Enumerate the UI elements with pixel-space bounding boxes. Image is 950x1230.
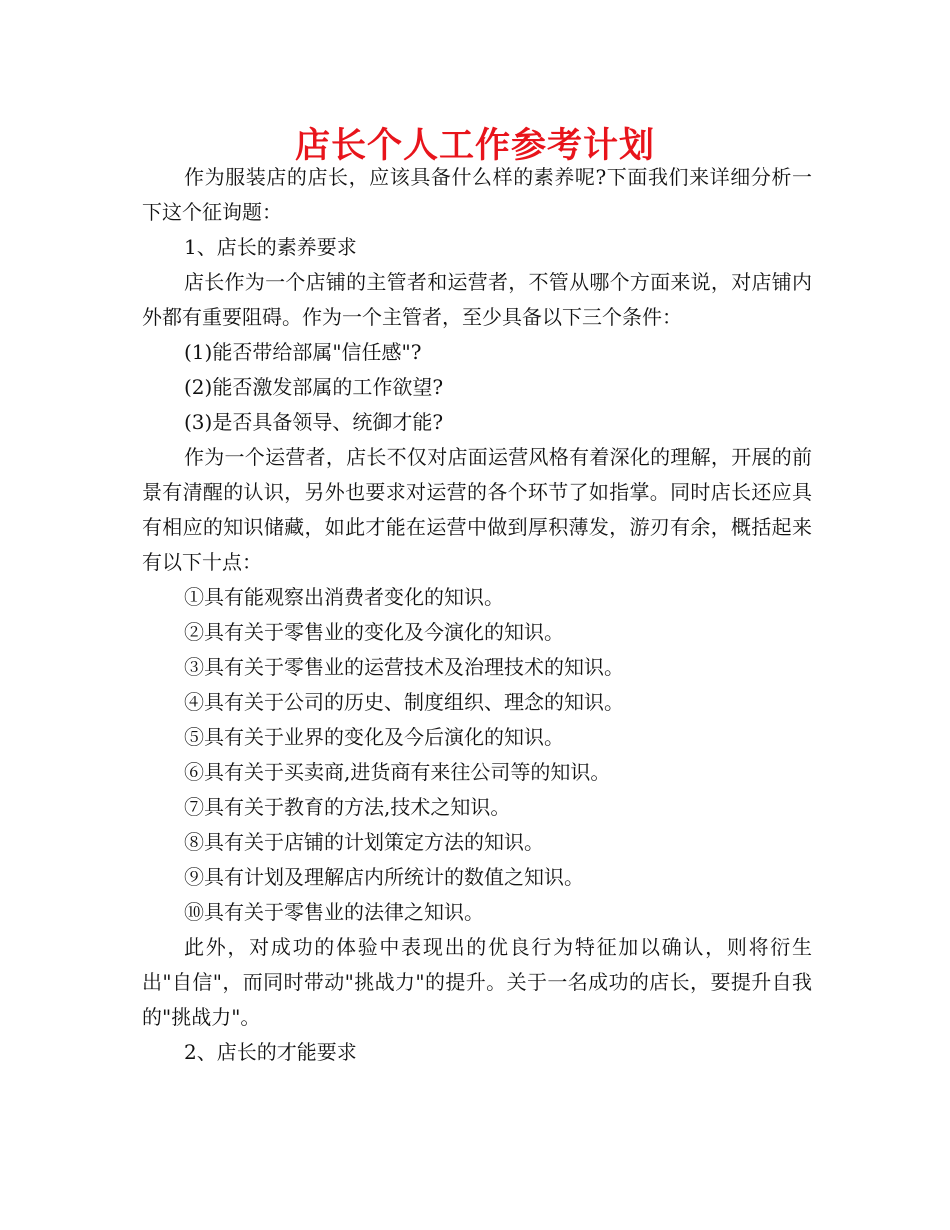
- condition-item-2: (2)能否激发部属的工作欲望?: [184, 375, 444, 399]
- knowledge-item-7: ⑦具有关于教育的方法,技术之知识。: [184, 795, 511, 819]
- knowledge-item-5: ⑤具有关于业界的变化及今后演化的知识。: [184, 725, 564, 749]
- paragraph-operator-role: 作为一个运营者，店长不仅对店面运营风格有着深化的理解，开展的前景有清醒的认识，另外也要求对运营的各个环节了如指掌。同时店长还应具有相应的知识储藏，如此才能在运营中做到厚积薄发，游刃有余，概括起来有以下十点：: [142, 445, 812, 574]
- paragraph-confidence: 此外，对成功的体验中表现出的优良行为特征加以确认，则将衍生出"自信"，而同时带动"挑战力"的提升。关于一名成功的店长，要提升自我的"挑战力"。: [142, 935, 812, 1029]
- knowledge-item-2: ②具有关于零售业的变化及今演化的知识。: [184, 620, 564, 644]
- section-heading-2: 2、店长的才能要求: [184, 1040, 357, 1064]
- paragraph-manager-role: 店长作为一个店铺的主管者和运营者，不管从哪个方面来说，对店铺内外都有重要阻碍。作为一个主管者，至少具备以下三个条件：: [142, 270, 812, 329]
- condition-item-1: (1)能否带给部属"信任感"?: [184, 340, 422, 364]
- condition-item-3: (3)是否具备领导、统御才能?: [184, 410, 444, 434]
- document-body: [142, 160, 812, 1070]
- section-heading-1: 1、店长的素养要求: [184, 235, 357, 259]
- knowledge-item-1: ①具有能观察出消费者变化的知识。: [184, 585, 504, 609]
- document-title: 店长个人工作参考计划: [294, 126, 655, 166]
- paragraph-intro: 作为服装店的店长，应该具备什么样的素养呢?下面我们来详细分析一下这个征询题：: [142, 165, 812, 224]
- knowledge-item-4: ④具有关于公司的历史、制度组织、理念的知识。: [184, 690, 624, 714]
- knowledge-item-8: ⑧具有关于店铺的计划策定方法的知识。: [184, 830, 544, 854]
- knowledge-item-10: ⑩具有关于零售业的法律之知识。: [184, 900, 484, 924]
- knowledge-item-6: ⑥具有关于买卖商,进货商有来往公司等的知识。: [184, 760, 611, 784]
- knowledge-item-9: ⑨具有计划及理解店内所统计的数值之知识。: [184, 865, 584, 889]
- knowledge-item-3: ③具有关于零售业的运营技术及治理技术的知识。: [184, 655, 624, 679]
